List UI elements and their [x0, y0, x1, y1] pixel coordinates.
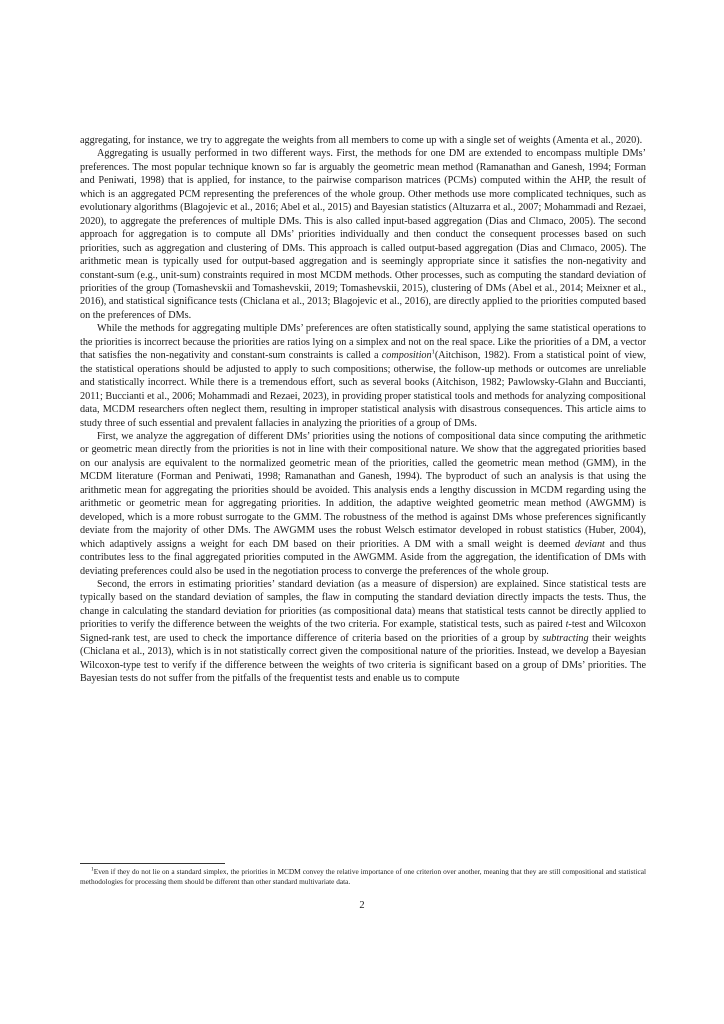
footnote-mark: 1 — [91, 866, 94, 873]
paragraph — [80, 430, 646, 578]
footnote-marker[interactable]: 1 — [431, 348, 435, 356]
page-number: 2 — [359, 900, 365, 911]
footnote-divider — [80, 863, 225, 864]
text-run: aggregating, for instance, we try to aggregate the weights from all members to come up with a single set of weights (Amenta et al., 2020). — [80, 135, 643, 146]
text-run: Aggregating is usually performed in two different ways. First, the methods for one DM are extended to encompass multiple DMs’ preferences. The most popular technique known so far is arguably the geometric mean method (Ramanathan and Ganesh, 1994; Forman and Peniwati, 1998) that is applied, for instance, to the pairwise comparison matrices (PCMs) computed within the AHP, the result of which is an aggregated PCM representing the preferences of the whole group. Other methods use more complicated techniques, such as evolutionary algorithms (Blagojevic et al., 2016; Abel et al., 2015) and Bayesian statistics (Altuzarra et al., 2007; Mohammadi and Rezaei, 2020), to aggregate the preferences of multiple DMs. This is also called input-based aggregation (Dias and Clımaco, 2005). The second approach for aggregation is to compute all DMs’ priorities individually and then conduct the consequent processes based on such priorities, such as aggregation and clustering of DMs. This approach is called output-based aggregation (Dias and Clımaco, 2005). The arithmetic mean is typically used for output-based aggregation and is seemingly appropriate since it satisfies the non-negativity and constant-sum (e.g., unit-sum) constraints required in most MCDM methods. Other processes, such as computing the standard deviation of priorities of the group (Tomashevskii and Tomashevskii, 2019; Tomashevskii, 2015), clustering of DMs (Abel et al., 2014; Meixner et al., 2016), and statistical significance tests (Chiclana et al., 2013; Blagojevic et al., 2016), are directly applied to the priorities computed based on the preferences of DMs. — [80, 148, 646, 321]
emphasis: t — [565, 619, 569, 631]
paragraph — [80, 578, 646, 686]
footnote-paragraph — [80, 867, 646, 887]
text-run: Second, the errors in estimating priorities’ standard deviation (as a measure of dispersion) are explained. Since statistical tests are typically based on the standard deviation of samples, the flaw in computing the standard deviation directly impacts the tests. Thus, the change in calculating the standard deviation for priorities (as compositional data) means that statistical tests cannot be directly applied to priorities to verify the difference between the weights of the two criteria. For example, statistical tests, such as paired — [80, 578, 646, 631]
emphasis: deviant — [574, 538, 605, 550]
text-run: (Aitchison, 1982). From a statistical point of view, the statistical operations should be adjusted to apply to such compositions; otherwise, the follow-up methods or outcomes are unreliable and statistically incorrect. While there is a tremendous effort, such as several books (Aitchison, 1982; Pawlowsky-Glahn and Buccianti, 2011; Buccianti et al., 2006; Mohammadi and Rezaei, 2023), in providing proper statistical tools and methods for analyzing compositional data, MCDM researchers often neglect them, resulting in improper statistical analysis with disastrous consequences. This article aims to study three of such essential and prevalent fallacies in analyzing the priorities of a group of DMs. — [80, 350, 647, 429]
text-run: -test and Wilcoxon Signed-rank test, are used to check the importance difference of criteria based on the priorities of a group by — [80, 619, 646, 644]
footnote-text: Even if they do not lie on a standard simplex, the priorities in MCDM convey the relative importance of one criterion over another, meaning that they are still compositional and statistical methodologies for processing them should be different than other standard multivariate data. — [80, 867, 646, 887]
text-run: While the methods for aggregating multiple DMs’ preferences are often statistically sound, applying the same statistical operations to the priorities is incorrect because the priorities are ratios lying on a simplex and not on the real space. Like the priorities of a DM, a vector that satisfies the non-negativity and constant-sum constraints is called a — [80, 323, 646, 362]
paragraph — [80, 134, 646, 147]
footnote — [80, 867, 646, 887]
emphasis: subtracting — [542, 632, 589, 644]
body-text — [80, 134, 646, 686]
emphasis: composition — [381, 350, 432, 362]
text-run: and thus contributes less to the final aggregated priorities computed in the AWGMM. Aside from the aggregation, the identification of DMs with deviating preferences could also be used in the negotiation process to converge the preferences of the whole group. — [80, 538, 646, 577]
paragraph — [80, 322, 646, 430]
text-run: their weights (Chiclana et al., 2013), which is in not statistically correct given the compositional nature of the priorities. Instead, we develop a Bayesian Wilcoxon-type test to verify if the difference between the weights of two criteria is significant based on a group of DMs’ priorities. The Bayesian tests do not suffer from the pitfalls of the frequentist tests and enable us to compute — [80, 632, 646, 685]
text-run: First, we analyze the aggregation of different DMs’ priorities using the notions of compositional data since computing the arithmetic or geometric mean directly from the priorities is not in line with their compositional nature. We show that the aggregated priorities based on our analysis are equivalent to the normalized geometric mean of the priorities, called the geometric mean method (GMM), in the MCDM literature (Forman and Peniwati, 1998; Ramanathan and Ganesh, 1994). The byproduct of such an analysis is that using the arithmetic mean for aggregating the priorities should be avoided. This analysis ends a lengthy discussion in MCDM regarding using the arithmetic or geometric mean for aggregating priorities. In addition, the adaptive weighted geometric mean method (AWGMM) is developed, which is a more robust surrogate to the GMM. The robustness of the method is against DMs whose preferences significantly deviate from the majority of other DMs. The AWGMM uses the robust Welsch estimator developed in robust statistics (Huber, 2004), which adaptively assigns a weight for each DM based on their priorities. A DM with a small weight is deemed — [80, 430, 646, 550]
paragraph — [80, 147, 646, 322]
